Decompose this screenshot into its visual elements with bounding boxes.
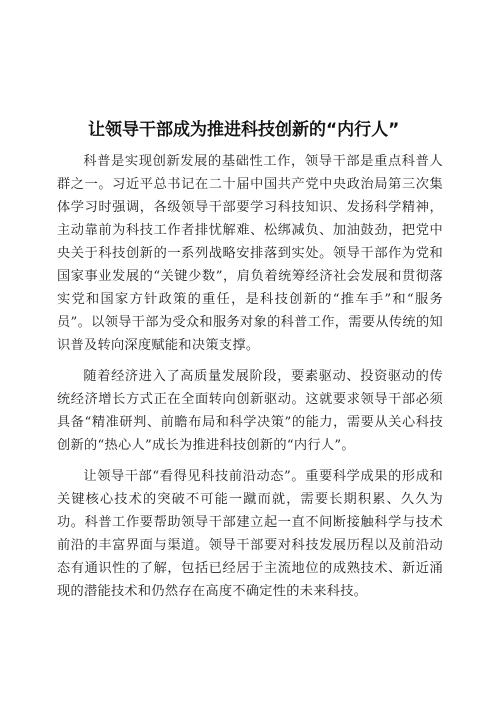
document-body <box>57 150 443 611</box>
paragraph-1: 科普是实现创新发展的基础性工作，领导干部是重点科普人群之一。习近平总书记在二十届中国共产党中央政治局第三次集体学习时强调，各级领导干部要学习科技知识、发扬科学精神，主动靠前为科技工作者排忧解难、松绑减负、加油鼓劲，把党中央关于科技创新的一系列战略安排落到实处。领导干部作为党和国家事业发展的“关键少数”，肩负着统筹经济社会发展和贯彻落实党和国家方针政策的重任，是科技创新的“推车手”和“服务员”。以领导干部为受众和服务对象的科普工作，需要从传统的知识普及转向深度赋能和决策支撑。 <box>57 154 443 353</box>
paragraph-3: 让领导干部“看得见科技前沿动态”。重要科学成果的形成和关键核心技术的突破不可能一蹴而就，需要长期积累、久久为功。科普工作要帮助领导干部建立起一直不间断接触科学与技术前沿的丰富界面与渠道。领导干部要对科技发展历程以及前沿动态有通识性的了解，包括已经居于主流地位的成熟技术、新近涌现的潜能技术和仍然存在高度不确定性的未来科技。 <box>57 469 443 599</box>
paragraph-2: 随着经济进入了高质量发展阶段，要素驱动、投资驱动的传统经济增长方式正在全面转向创新驱动。这就要求领导干部必须具备“精准研判、前瞻布局和科学决策”的能力，需要从关心科技创新的“热心人”成长为推进科技创新的“内行人”。 <box>57 369 443 453</box>
document-title: 让领导干部成为推进科技创新的“内行人” <box>88 120 400 140</box>
